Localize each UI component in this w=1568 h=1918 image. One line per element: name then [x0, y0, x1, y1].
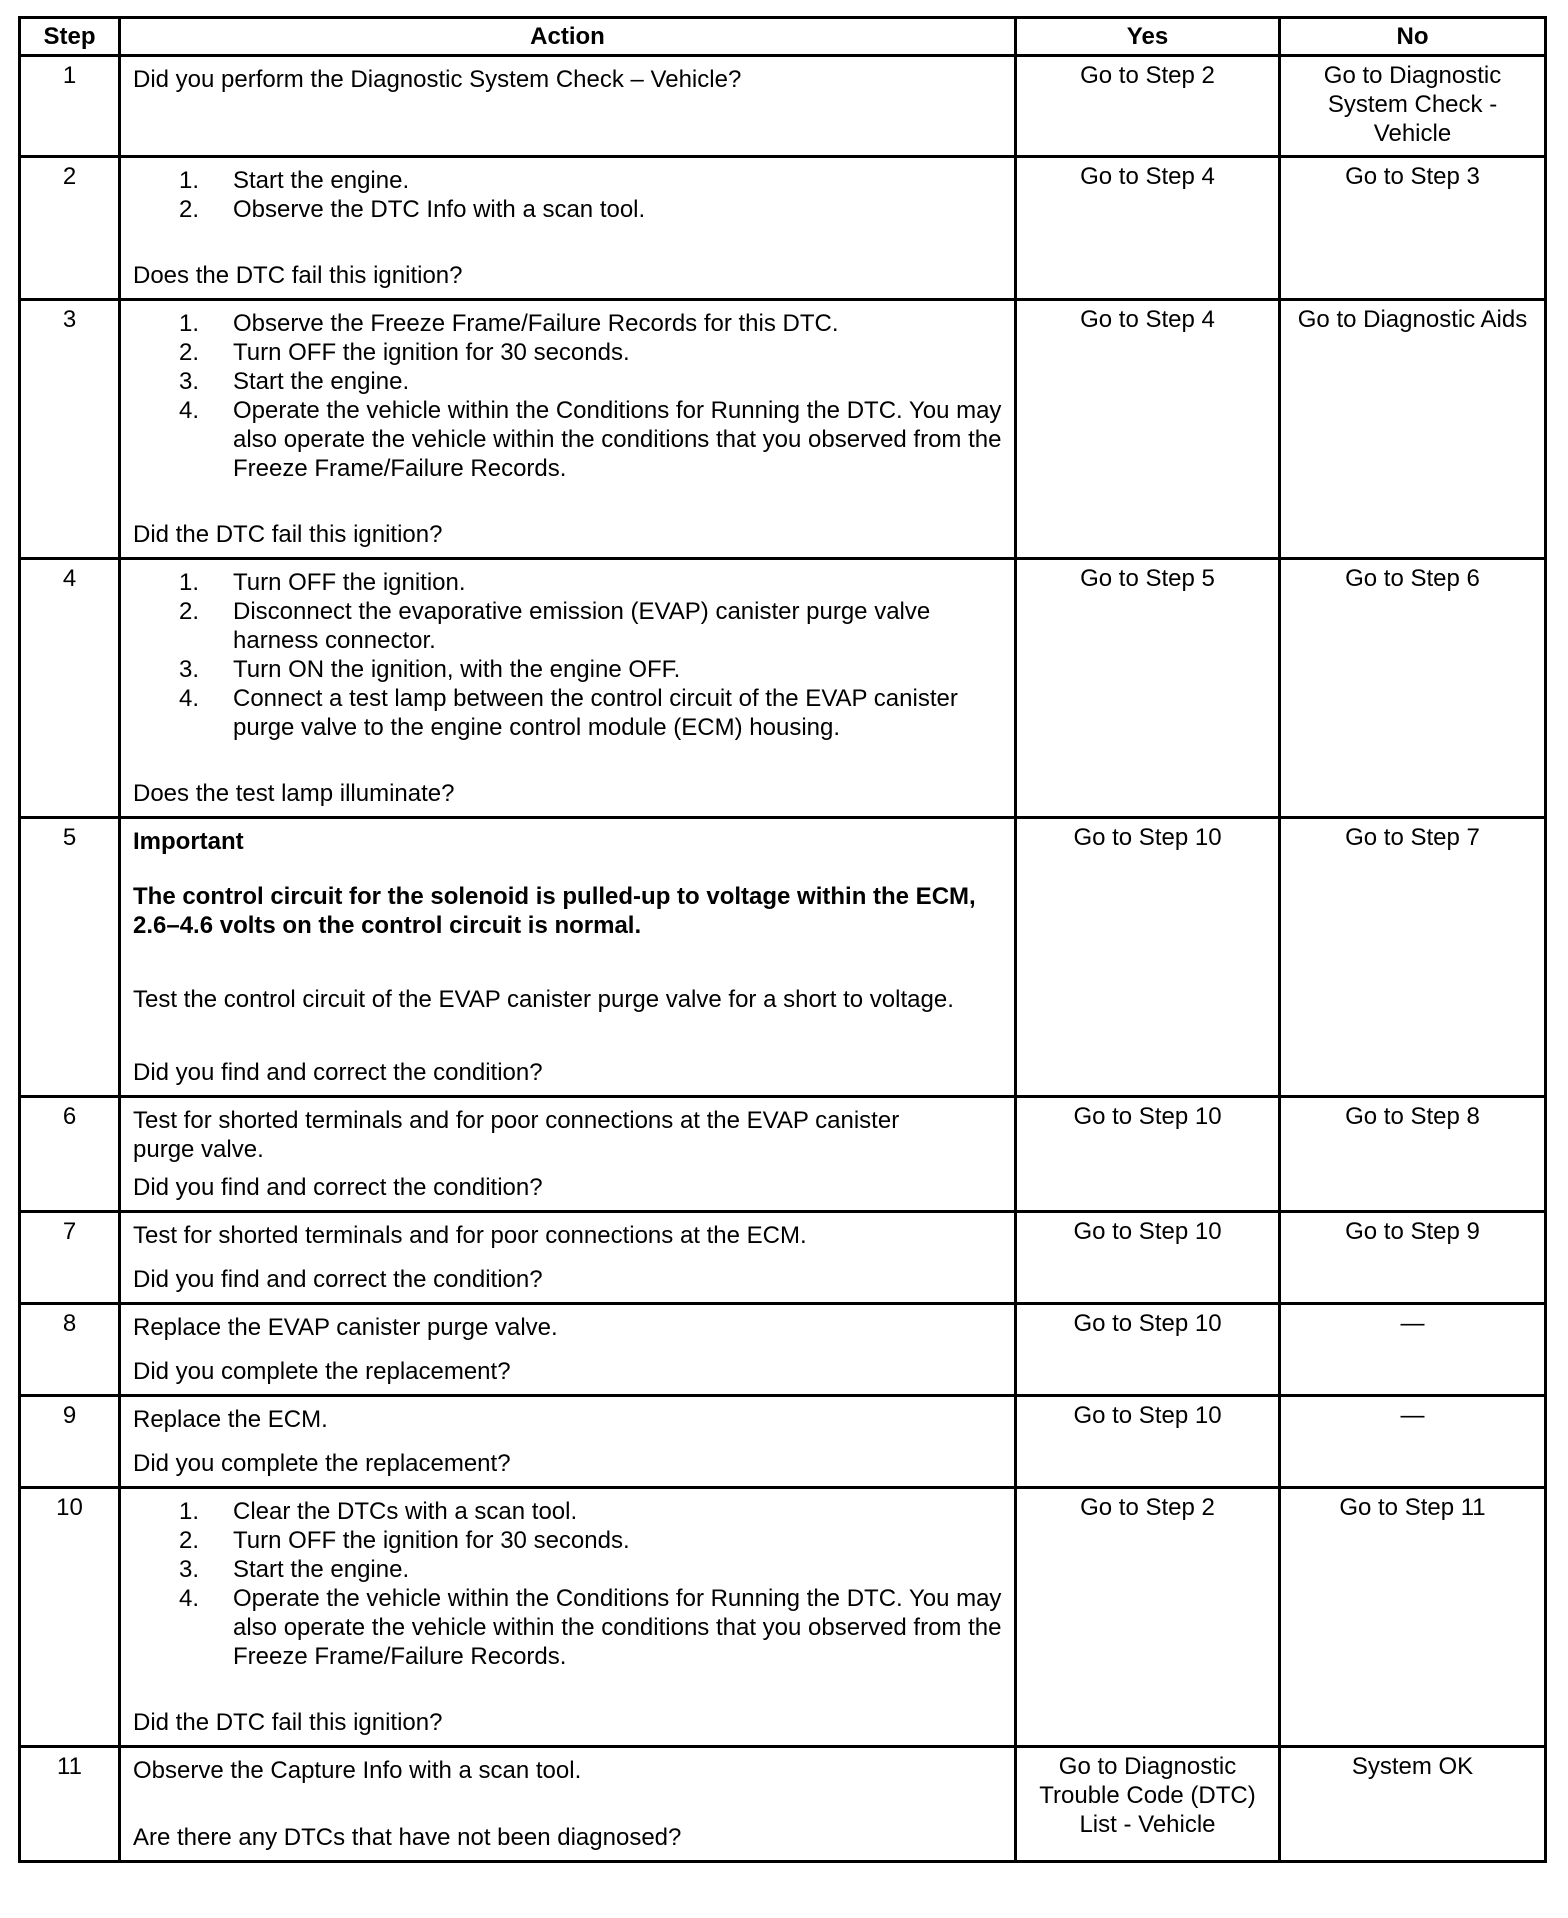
table-row	[20, 157, 1546, 300]
yes-cell: Go to Step 4	[1016, 157, 1280, 300]
yes-cell: Go to Diagnostic Trouble Code (DTC) List - Vehicle	[1016, 1747, 1280, 1862]
no-cell: Go to Diagnostic Aids	[1280, 300, 1546, 559]
step-number: 2	[20, 157, 120, 300]
header-action: Action	[120, 18, 1016, 56]
action-text: Test for shorted terminals and for poor connections at the ECM.	[133, 1222, 807, 1249]
yes-cell: Go to Step 5	[1016, 559, 1280, 818]
list-item: 2. Observe the DTC Info with a scan tool.	[179, 196, 646, 223]
list-item: 4. Operate the vehicle within the Conditions for Running the DTC. You may also operate the vehicle within the conditions that you observed from the Freeze Frame/Failure Records.	[179, 1585, 1002, 1670]
important-title: Important	[133, 828, 244, 855]
action-text: Test the control circuit of the EVAP canister purge valve for a short to voltage.	[133, 985, 954, 1013]
action-text: Replace the ECM.	[133, 1406, 328, 1433]
table-row	[20, 1212, 1546, 1304]
action-cell	[120, 1396, 1016, 1488]
table-row	[20, 559, 1546, 818]
action-cell	[120, 559, 1016, 818]
action-question: Are there any DTCs that have not been diagnosed?	[133, 1824, 682, 1851]
table-row	[20, 1747, 1546, 1862]
action-steps-list	[133, 1497, 1002, 1671]
action-text: Did you perform the Diagnostic System Check – Vehicle?	[133, 66, 742, 93]
yes-cell: Go to Step 10	[1016, 818, 1280, 1097]
action-question: Did you find and correct the condition?	[133, 1174, 543, 1201]
action-text: Observe the Capture Info with a scan tool.	[133, 1757, 582, 1784]
action-cell	[120, 1488, 1016, 1747]
important-text: The control circuit for the solenoid is pulled-up to voltage within the ECM, 2.6–4.6 volts on the control circuit is normal.	[133, 883, 976, 939]
list-item: 3. Start the engine.	[179, 368, 410, 395]
no-cell: Go to Step 8	[1280, 1097, 1546, 1212]
table-row	[20, 1097, 1546, 1212]
yes-cell: Go to Step 10	[1016, 1212, 1280, 1304]
list-item: 1. Clear the DTCs with a scan tool.	[179, 1498, 578, 1525]
action-text: Test for shorted terminals and for poor connections at the EVAP canister purge valve.	[133, 1107, 900, 1163]
header-no: No	[1280, 18, 1546, 56]
header-step: Step	[20, 18, 120, 56]
header-yes: Yes	[1016, 18, 1280, 56]
diagnostic-table	[18, 16, 1547, 1863]
yes-cell: Go to Step 10	[1016, 1396, 1280, 1488]
action-cell	[120, 56, 1016, 157]
no-cell: Go to Step 3	[1280, 157, 1546, 300]
action-steps-list	[133, 568, 1002, 742]
step-number: 7	[20, 1212, 120, 1304]
action-question: Did the DTC fail this ignition?	[133, 1709, 443, 1736]
yes-cell: Go to Step 10	[1016, 1304, 1280, 1396]
table-row	[20, 818, 1546, 1097]
list-item: 1. Start the engine.	[179, 167, 410, 194]
table-row	[20, 1304, 1546, 1396]
action-text: Replace the EVAP canister purge valve.	[133, 1314, 558, 1341]
action-cell	[120, 818, 1016, 1097]
step-number: 8	[20, 1304, 120, 1396]
list-item: 2. Turn OFF the ignition for 30 seconds.	[179, 339, 630, 366]
yes-cell: Go to Step 2	[1016, 56, 1280, 157]
header-row	[20, 18, 1546, 56]
table-row	[20, 1396, 1546, 1488]
table-row	[20, 1488, 1546, 1747]
yes-cell: Go to Step 2	[1016, 1488, 1280, 1747]
action-cell	[120, 1212, 1016, 1304]
action-question: Did you complete the replacement?	[133, 1358, 511, 1385]
no-cell: Go to Step 9	[1280, 1212, 1546, 1304]
list-item: 3. Turn ON the ignition, with the engine OFF.	[179, 656, 681, 683]
step-number: 9	[20, 1396, 120, 1488]
step-number: 5	[20, 818, 120, 1097]
action-cell	[120, 1304, 1016, 1396]
list-item: 1. Observe the Freeze Frame/Failure Records for this DTC.	[179, 310, 839, 337]
action-cell	[120, 1097, 1016, 1212]
action-cell	[120, 1747, 1016, 1862]
list-item: 3. Start the engine.	[179, 1556, 410, 1583]
step-number: 11	[20, 1747, 120, 1862]
no-cell: Go to Step 7	[1280, 818, 1546, 1097]
no-cell: —	[1280, 1396, 1546, 1488]
action-question: Did you complete the replacement?	[133, 1450, 511, 1477]
step-number: 3	[20, 300, 120, 559]
no-cell: System OK	[1280, 1747, 1546, 1862]
action-question: Did the DTC fail this ignition?	[133, 521, 443, 548]
yes-cell: Go to Step 10	[1016, 1097, 1280, 1212]
action-question: Does the DTC fail this ignition?	[133, 262, 463, 289]
no-cell: —	[1280, 1304, 1546, 1396]
action-steps-list	[133, 166, 1002, 224]
step-number: 6	[20, 1097, 120, 1212]
table-row	[20, 300, 1546, 559]
action-cell	[120, 300, 1016, 559]
step-number: 1	[20, 56, 120, 157]
action-question: Did you find and correct the condition?	[133, 1059, 543, 1086]
step-number: 4	[20, 559, 120, 818]
important-note	[133, 827, 1002, 940]
action-steps-list	[133, 309, 1002, 483]
table-row	[20, 56, 1546, 157]
yes-cell: Go to Step 4	[1016, 300, 1280, 559]
list-item: 4. Operate the vehicle within the Conditions for Running the DTC. You may also operate the vehicle within the conditions that you observed from the Freeze Frame/Failure Records.	[179, 397, 1002, 482]
action-question: Does the test lamp illuminate?	[133, 780, 455, 807]
action-question: Did you find and correct the condition?	[133, 1266, 543, 1293]
list-item: 4. Connect a test lamp between the control circuit of the EVAP canister purge valve to the engine control module (ECM) housing.	[179, 685, 958, 741]
list-item: 2. Disconnect the evaporative emission (EVAP) canister purge valve harness connector.	[179, 598, 931, 654]
no-cell: Go to Step 11	[1280, 1488, 1546, 1747]
no-cell: Go to Step 6	[1280, 559, 1546, 818]
no-cell: Go to Diagnostic System Check - Vehicle	[1280, 56, 1546, 157]
list-item: 2. Turn OFF the ignition for 30 seconds.	[179, 1527, 630, 1554]
action-cell	[120, 157, 1016, 300]
step-number: 10	[20, 1488, 120, 1747]
list-item: 1. Turn OFF the ignition.	[179, 569, 466, 596]
